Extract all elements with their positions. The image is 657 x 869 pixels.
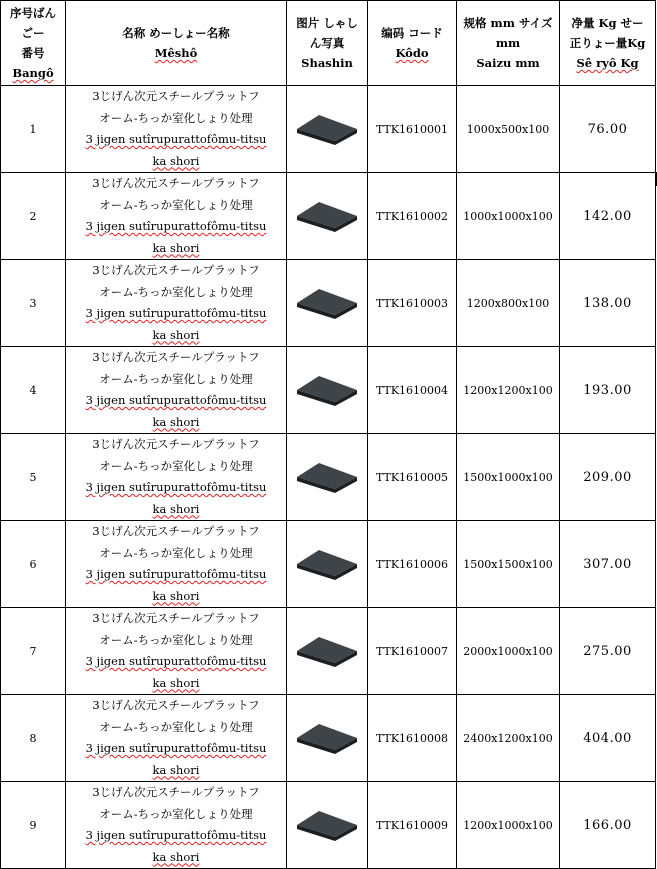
row-name-line: オーム-ちっか室化しょり处理 bbox=[99, 545, 253, 560]
row-photo bbox=[287, 434, 368, 521]
row-code: TTK1610009 bbox=[368, 782, 457, 869]
header-weight bbox=[560, 1, 656, 86]
row-number: 8 bbox=[1, 695, 66, 782]
steel-plate-image bbox=[295, 808, 359, 842]
row-size: 1200x800x100 bbox=[457, 260, 560, 347]
table-body bbox=[1, 86, 656, 869]
row-name-line: 3じげん次元スチールプラットフ bbox=[92, 785, 260, 799]
steel-plate-image bbox=[295, 112, 359, 146]
row-name-line: 3じげん次元スチールプラットフ bbox=[92, 176, 260, 190]
row-number: 9 bbox=[1, 782, 66, 869]
row-weight: 307.00 bbox=[560, 521, 656, 608]
row-size: 1000x500x100 bbox=[457, 86, 560, 173]
table-row bbox=[1, 347, 656, 434]
table-row bbox=[1, 782, 656, 869]
steel-plate-image bbox=[295, 286, 359, 320]
row-photo bbox=[287, 608, 368, 695]
header-photo-romaji: Shashin bbox=[301, 56, 353, 70]
row-name-line: 3じげん次元スチールプラットフ bbox=[92, 611, 260, 625]
header-name-romaji: Mêshô bbox=[154, 46, 198, 60]
row-name-line: 3じげん次元スチールプラットフ bbox=[92, 437, 260, 451]
row-weight: 193.00 bbox=[560, 347, 656, 434]
row-name bbox=[66, 260, 287, 347]
row-number: 7 bbox=[1, 608, 66, 695]
row-photo bbox=[287, 782, 368, 869]
row-number: 1 bbox=[1, 86, 66, 173]
row-number: 5 bbox=[1, 434, 66, 521]
row-name-line: オーム-ちっか室化しょり处理 bbox=[99, 197, 253, 212]
table-row bbox=[1, 173, 656, 260]
row-name-line: オーム-ちっか室化しょり处理 bbox=[99, 110, 253, 125]
row-name-line: オーム-ちっか室化しょり处理 bbox=[99, 806, 253, 821]
row-size: 1500x1000x100 bbox=[457, 434, 560, 521]
header-weight-line: 净量 Kg せー正りょー量Kg bbox=[569, 16, 646, 50]
row-name-romaji: ka shori bbox=[152, 501, 200, 516]
row-name-romaji: ka shori bbox=[152, 588, 200, 603]
row-name-line: 3じげん次元スチールプラットフ bbox=[92, 524, 260, 538]
row-photo bbox=[287, 86, 368, 173]
row-name-romaji: 3 jigen sutîrupurattofômu-titsu bbox=[85, 219, 267, 233]
header-photo-line: 图片 しゃしん写真 bbox=[296, 16, 358, 50]
table-row bbox=[1, 521, 656, 608]
row-size: 1500x1500x100 bbox=[457, 521, 560, 608]
row-size: 1000x1000x100 bbox=[457, 173, 560, 260]
row-name bbox=[66, 521, 287, 608]
row-name bbox=[66, 695, 287, 782]
row-weight: 404.00 bbox=[560, 695, 656, 782]
table-row bbox=[1, 86, 656, 173]
steel-plate-image bbox=[295, 721, 359, 755]
row-code: TTK1610003 bbox=[368, 260, 457, 347]
row-name-romaji: ka shori bbox=[152, 153, 200, 168]
steel-plate-image bbox=[295, 634, 359, 668]
row-code: TTK1610002 bbox=[368, 173, 457, 260]
table-row bbox=[1, 260, 656, 347]
row-name-romaji: ka shori bbox=[152, 327, 200, 342]
row-name-romaji: 3 jigen sutîrupurattofômu-titsu bbox=[85, 828, 267, 842]
row-number: 6 bbox=[1, 521, 66, 608]
row-code: TTK1610008 bbox=[368, 695, 457, 782]
row-size: 1200x1000x100 bbox=[457, 782, 560, 869]
row-photo bbox=[287, 695, 368, 782]
row-name bbox=[66, 608, 287, 695]
row-name-line: 3じげん次元スチールプラットフ bbox=[92, 263, 260, 277]
row-name-line: オーム-ちっか室化しょり处理 bbox=[99, 371, 253, 386]
header-size-romaji: Saizu mm bbox=[476, 56, 540, 70]
row-name-romaji: ka shori bbox=[152, 762, 200, 777]
row-weight: 76.00 bbox=[560, 86, 656, 173]
row-size: 1200x1200x100 bbox=[457, 347, 560, 434]
row-number: 4 bbox=[1, 347, 66, 434]
row-code: TTK1610006 bbox=[368, 521, 457, 608]
row-name-romaji: ka shori bbox=[152, 675, 200, 690]
table-row bbox=[1, 608, 656, 695]
row-name-romaji: 3 jigen sutîrupurattofômu-titsu bbox=[85, 567, 267, 581]
steel-plate-image bbox=[295, 460, 359, 494]
header-code bbox=[368, 1, 457, 86]
row-size: 2000x1000x100 bbox=[457, 608, 560, 695]
header-number-line: 番号 bbox=[21, 46, 45, 60]
header-size-line: 规格 mm サイズmm bbox=[463, 16, 553, 50]
header-code-line: 编码 コード bbox=[381, 26, 443, 40]
row-name bbox=[66, 86, 287, 173]
row-name-line: オーム-ちっか室化しょり处理 bbox=[99, 632, 253, 647]
steel-plate-image bbox=[295, 547, 359, 581]
row-name-romaji: ka shori bbox=[152, 414, 200, 429]
row-weight: 209.00 bbox=[560, 434, 656, 521]
row-code: TTK1610001 bbox=[368, 86, 457, 173]
header-number-line: 序号ばんごー bbox=[10, 6, 56, 40]
row-name-line: 3じげん次元スチールプラットフ bbox=[92, 350, 260, 364]
row-photo bbox=[287, 173, 368, 260]
row-number: 2 bbox=[1, 173, 66, 260]
row-name bbox=[66, 782, 287, 869]
header-photo bbox=[287, 1, 368, 86]
row-weight: 275.00 bbox=[560, 608, 656, 695]
row-name-line: 3じげん次元スチールプラットフ bbox=[92, 698, 260, 712]
row-name-romaji: ka shori bbox=[152, 240, 200, 255]
row-photo bbox=[287, 347, 368, 434]
table-row bbox=[1, 695, 656, 782]
row-name-romaji: 3 jigen sutîrupurattofômu-titsu bbox=[85, 741, 267, 755]
row-name-romaji: 3 jigen sutîrupurattofômu-titsu bbox=[85, 306, 267, 320]
header-number bbox=[1, 1, 66, 86]
row-photo bbox=[287, 260, 368, 347]
header-weight-romaji: Sê ryô Kg bbox=[576, 56, 639, 70]
header-name bbox=[66, 1, 287, 86]
row-code: TTK1610007 bbox=[368, 608, 457, 695]
row-photo bbox=[287, 521, 368, 608]
header-name-line: 名称 めーしょー名称 bbox=[122, 26, 230, 40]
row-weight: 142.00 bbox=[560, 173, 656, 260]
row-name-romaji: 3 jigen sutîrupurattofômu-titsu bbox=[85, 480, 267, 494]
header-size bbox=[457, 1, 560, 86]
row-code: TTK1610005 bbox=[368, 434, 457, 521]
row-name-romaji: ka shori bbox=[152, 849, 200, 864]
row-name-line: オーム-ちっか室化しょり处理 bbox=[99, 719, 253, 734]
table-row bbox=[1, 434, 656, 521]
row-number: 3 bbox=[1, 260, 66, 347]
row-size: 2400x1200x100 bbox=[457, 695, 560, 782]
row-name-line: 3じげん次元スチールプラットフ bbox=[92, 89, 260, 103]
steel-plate-image bbox=[295, 199, 359, 233]
row-code: TTK1610004 bbox=[368, 347, 457, 434]
row-weight: 166.00 bbox=[560, 782, 656, 869]
row-name-romaji: 3 jigen sutîrupurattofômu-titsu bbox=[85, 132, 267, 146]
row-name-line: オーム-ちっか室化しょり处理 bbox=[99, 284, 253, 299]
header-code-romaji: Kôdo bbox=[395, 46, 429, 60]
header-number-romaji: Bangô bbox=[12, 66, 54, 80]
row-name-romaji: 3 jigen sutîrupurattofômu-titsu bbox=[85, 393, 267, 407]
header-row bbox=[1, 1, 656, 86]
row-name bbox=[66, 434, 287, 521]
row-weight: 138.00 bbox=[560, 260, 656, 347]
row-name bbox=[66, 347, 287, 434]
row-name-line: オーム-ちっか室化しょり处理 bbox=[99, 458, 253, 473]
row-name bbox=[66, 173, 287, 260]
row-name-romaji: 3 jigen sutîrupurattofômu-titsu bbox=[85, 654, 267, 668]
steel-plate-image bbox=[295, 373, 359, 407]
